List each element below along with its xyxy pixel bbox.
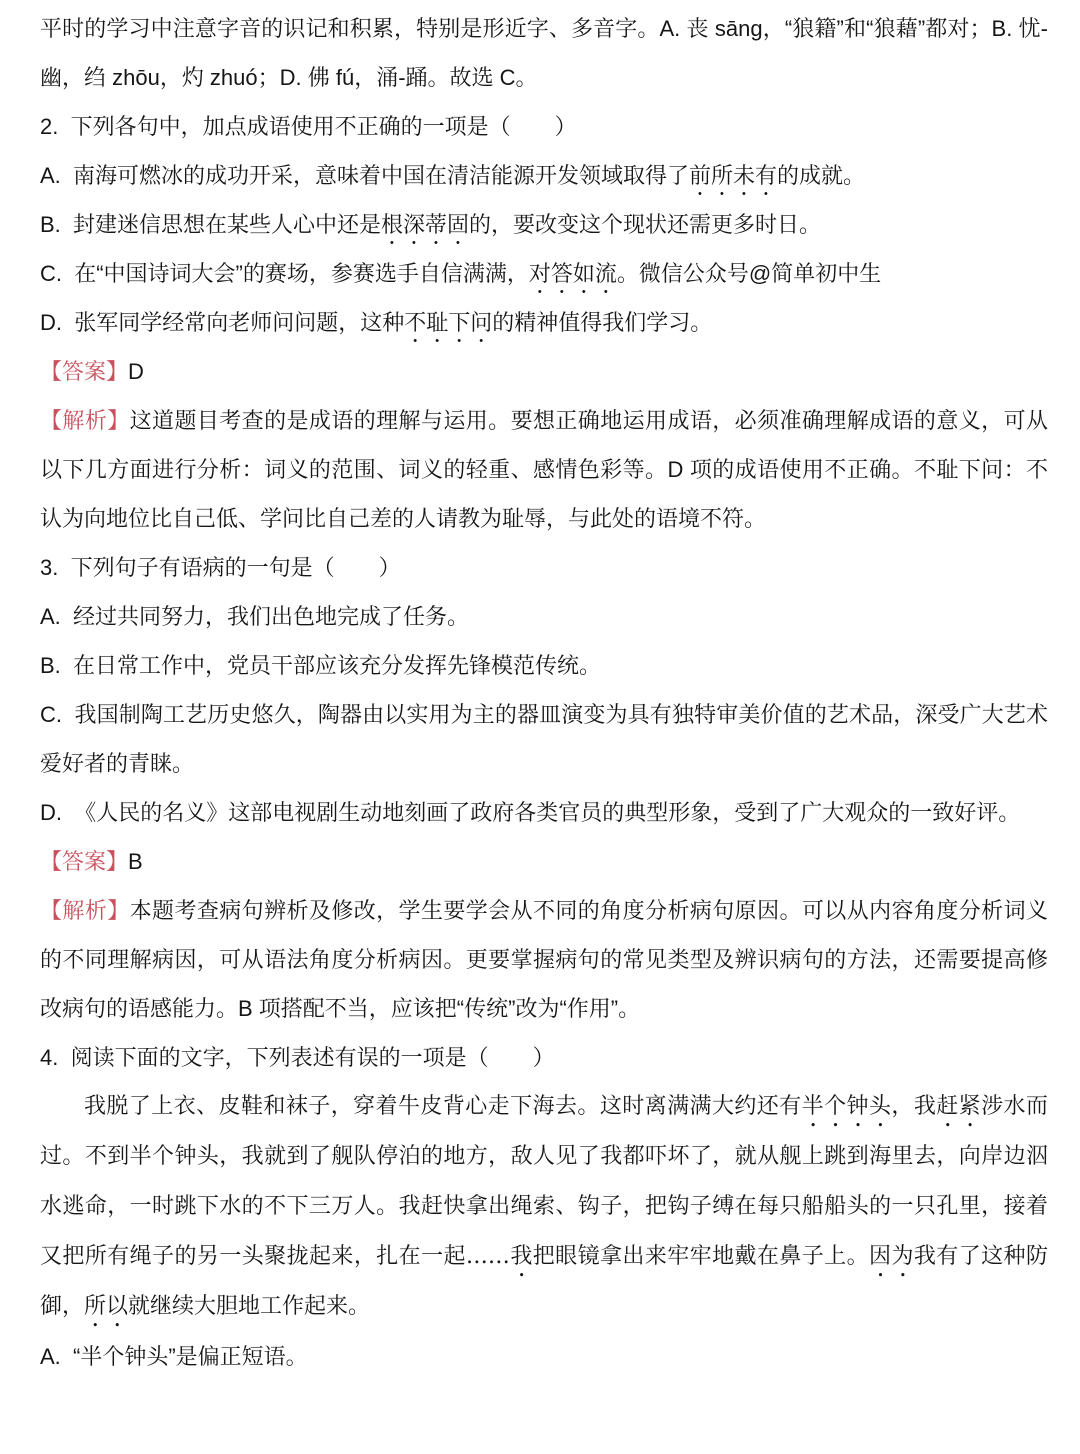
- question-4-passage-text: 把眼镜拿出来牢牢地戴在鼻子上。: [532, 1244, 870, 1269]
- question-2-option-a-text: A. 南海可燃冰的成功开采，意味着中国在清洁能源开发领域取得了: [40, 163, 690, 188]
- question-3-option-b-text: B. 在日常工作中，党员干部应该充分发挥先锋模范传统。: [40, 653, 602, 678]
- question-3-analysis-text: 本题考查病句辨析及修改，学生要学会从不同的角度分析病句原因。可以从内容角度分析词义的不同理解病因，可从语法角度分析病因。更要掌握病句的常见类型及辨识病句的方法，还需要提高修改病句的语感能力。B 项搭配不当，应该把“传统”改为“作用”。: [40, 898, 1048, 1021]
- question-4-passage-text: 就继续大胆地工作起来。: [128, 1294, 371, 1319]
- question-2-option-b-text: B. 封建迷信思想在某些人心中还是: [40, 212, 382, 237]
- question-3-answer-label: 【答案】: [40, 849, 129, 874]
- paragraph-question-3-stem: [40, 543, 1048, 592]
- question-2-analysis-text: 这道题目考查的是成语的理解与运用。要想正确地运用成语，必须准确理解成语的意义，可从以下几方面进行分析：词义的范围、词义的轻重、感情色彩等。D 项的成语使用不正确。不耻下问：不认为向地位比自己低、学问比自己差的人请教为耻辱，与此处的语境不符。: [40, 408, 1048, 531]
- paragraph-question-2-option-a: [40, 151, 1048, 200]
- paragraph-question-2-option-b: [40, 200, 1048, 249]
- question-2-option-c-text: C. 在“中国诗词大会”的赛场，参赛选手自信满满，: [40, 261, 529, 286]
- question-2-option-c-text: 。微信公众号@简单初中生: [616, 261, 882, 286]
- paragraph-question-2-answer: [40, 347, 1048, 396]
- question-2-option-c-emphasized-text: 对答如流: [528, 261, 617, 286]
- question-3-option-d-text: D. 《人民的名义》这部电视剧生动地刻画了政府各类官员的典型形象，受到了广大观众的一致好评。: [40, 800, 1021, 825]
- paragraph-question-2-option-d: [40, 298, 1048, 347]
- question-4-passage-text: 我有了这种防御，: [40, 1244, 1048, 1319]
- question-2-answer-text: D: [128, 359, 144, 384]
- paragraph-question-3-option-a: [40, 592, 1048, 641]
- question-4-option-a-text: A. “半个钟头”是偏正短语。: [40, 1344, 308, 1369]
- question-4-passage-text: ，我: [891, 1094, 937, 1119]
- paragraph-question-3-answer: [40, 837, 1048, 886]
- question-2-option-a-emphasized-text: 前所未有: [689, 163, 778, 188]
- question-3-option-c-text: C. 我国制陶工艺历史悠久，陶器由以实用为主的器皿演变为具有独特审美价值的艺术品，深受广大艺术爱好者的青睐。: [40, 702, 1048, 776]
- question-4-passage-emphasized-text: 半个钟头: [801, 1094, 892, 1119]
- paragraph-question-4-option-a: [40, 1332, 1048, 1381]
- paragraph-question-4-passage: [40, 1082, 1048, 1332]
- paragraph-question-4-stem: [40, 1033, 1048, 1082]
- question-3-answer-text: B: [128, 849, 143, 874]
- question-2-analysis-label: 【解析】: [40, 408, 130, 433]
- question-3-stem-text: 3. 下列句子有语病的一句是（ ）: [40, 555, 401, 580]
- question-2-option-a-text: 的成就。: [777, 163, 866, 188]
- paragraph-question-2-stem: [40, 102, 1048, 151]
- question-4-passage-text: 我脱了上衣、皮鞋和袜子，穿着牛皮背心走下海去。这时离满满大约还有: [84, 1094, 802, 1119]
- question-2-answer-label: 【答案】: [40, 359, 129, 384]
- paragraph-question-3-option-b: [40, 641, 1048, 690]
- paragraph-question-3-option-c: [40, 690, 1048, 788]
- question-2-option-d-text: D. 张军同学经常向老师问问题，这种: [40, 310, 405, 335]
- paragraph-q1-analysis-continued: [40, 4, 1048, 102]
- q1-analysis-continued-text: 平时的学习中注意字音的识记和积累，特别是形近字、多音字。A. 丧 sāng，“狼籍”和“狼藉”都对；B. 忧-幽，绉 zhōu，灼 zhuó；D. 佛 fú，涌-踊。故选 C。: [40, 16, 1048, 90]
- question-2-option-b-text: 的，要改变这个现状还需更多时日。: [469, 212, 822, 237]
- question-4-passage-text: 涉水而过。不到半个钟头，我就到了舰队停泊的地方，敌人见了我都吓坏了，就从舰上跳到海里去，向岸边泅水逃命，一时跳下水的不下三万人。我赶快拿出绳索、钩子，把钩子缚在每只船船头的一只孔里，接着又把所有绳子的另一头聚拢起来，扎在一起……: [40, 1094, 1048, 1269]
- question-2-option-b-emphasized-text: 根深蒂固: [381, 212, 470, 237]
- question-4-stem-text: 4. 阅读下面的文字，下列表述有误的一项是（ ）: [40, 1045, 555, 1070]
- paragraph-question-3-analysis: [40, 886, 1048, 1033]
- paragraph-question-2-option-c: [40, 249, 1048, 298]
- question-2-option-d-emphasized-text: 不耻下问: [404, 310, 493, 335]
- paragraph-question-3-option-d: [40, 788, 1048, 837]
- question-4-passage-emphasized-text: 所以: [84, 1294, 129, 1319]
- question-4-passage-emphasized-text: 因为: [869, 1244, 914, 1269]
- question-4-passage-emphasized-text: 我: [509, 1244, 533, 1269]
- question-3-analysis-label: 【解析】: [40, 898, 130, 923]
- paragraph-question-2-analysis: [40, 396, 1048, 543]
- question-2-option-d-text: 的精神值得我们学习。: [492, 310, 713, 335]
- question-2-stem-text: 2. 下列各句中，加点成语使用不正确的一项是（ ）: [40, 114, 577, 139]
- question-3-option-a-text: A. 经过共同努力，我们出色地完成了任务。: [40, 604, 470, 629]
- question-4-passage-emphasized-text: 赶紧: [936, 1094, 982, 1119]
